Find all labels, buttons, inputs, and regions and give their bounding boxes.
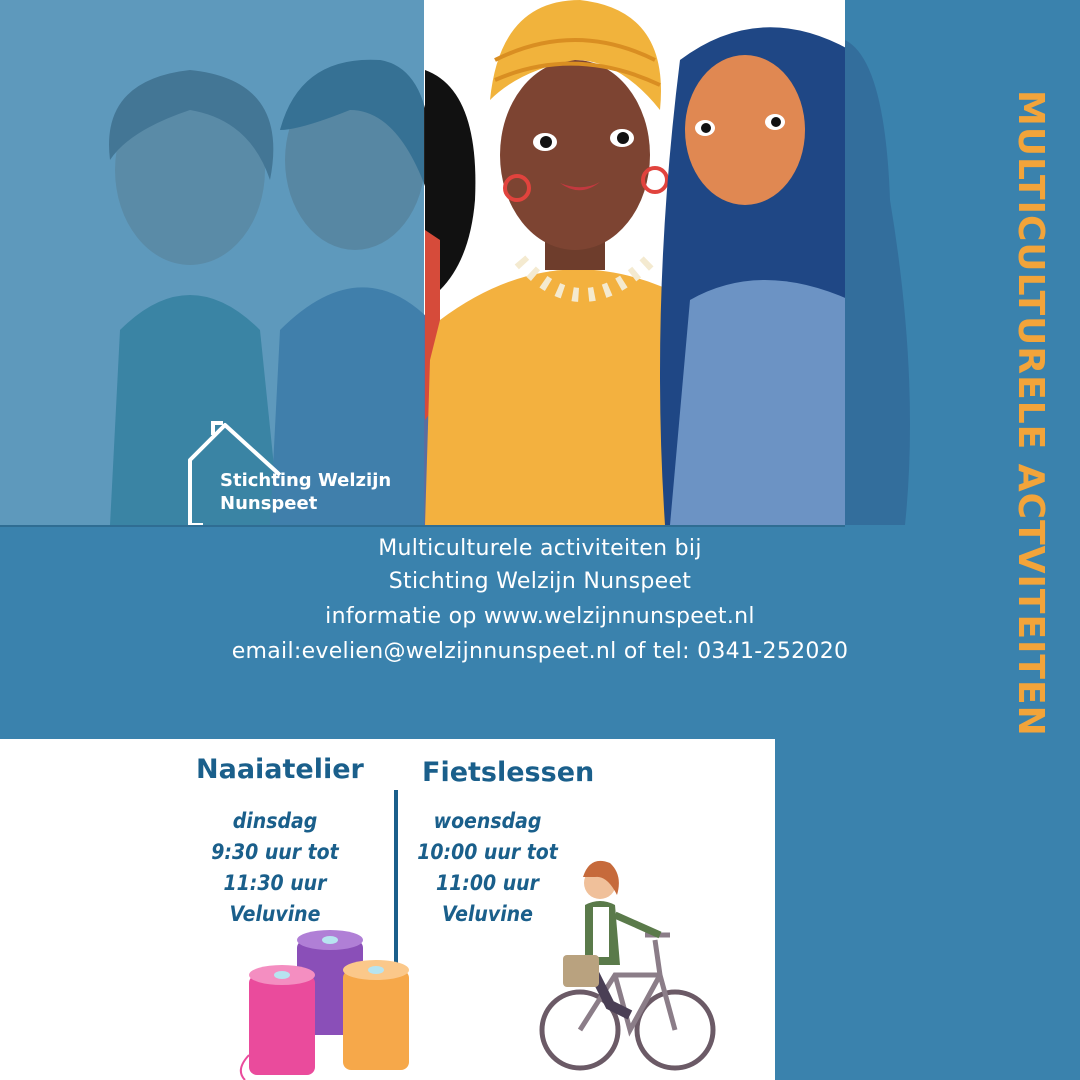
activity-title-fietslessen: Fietslessen [422,757,595,788]
schedule-time-to: 11:00 uur [436,871,539,895]
activity-title-naaiatelier: Naaiatelier [196,754,364,785]
info-line-2: Stichting Welzijn Nunspeet [388,569,692,594]
vertical-title: MULTICULTURELE ACTVITEITEN [1010,90,1051,737]
schedule-time-to: 11:30 uur [223,871,327,895]
info-line-3[interactable]: informatie op www.welzijnnunspeet.nl [325,604,755,629]
info-line-4[interactable]: email:evelien@welzijnnunspeet.nl of tel: 0341-252020 [231,639,849,664]
info-line-1: Multiculturele activiteiten bij [378,536,702,561]
stichting-logo [185,415,405,530]
schedule-day: dinsdag [232,809,318,833]
bicycle-woman-icon [535,855,720,1080]
schedule-location: Veluvine [229,902,321,926]
logo-line2: Nunspeet [220,493,318,514]
hijab-overlap-shape [845,0,920,525]
schedule-location: Veluvine [442,902,533,926]
thread-spools-icon [235,925,415,1080]
schedule-day: woensdag [433,809,542,833]
schedule-time-from: 9:30 uur tot [211,840,339,864]
logo-line1: Stichting Welzijn [220,470,392,491]
schedule-time-from: 10:00 uur tot [417,840,558,864]
naaiatelier-schedule [195,806,355,930]
